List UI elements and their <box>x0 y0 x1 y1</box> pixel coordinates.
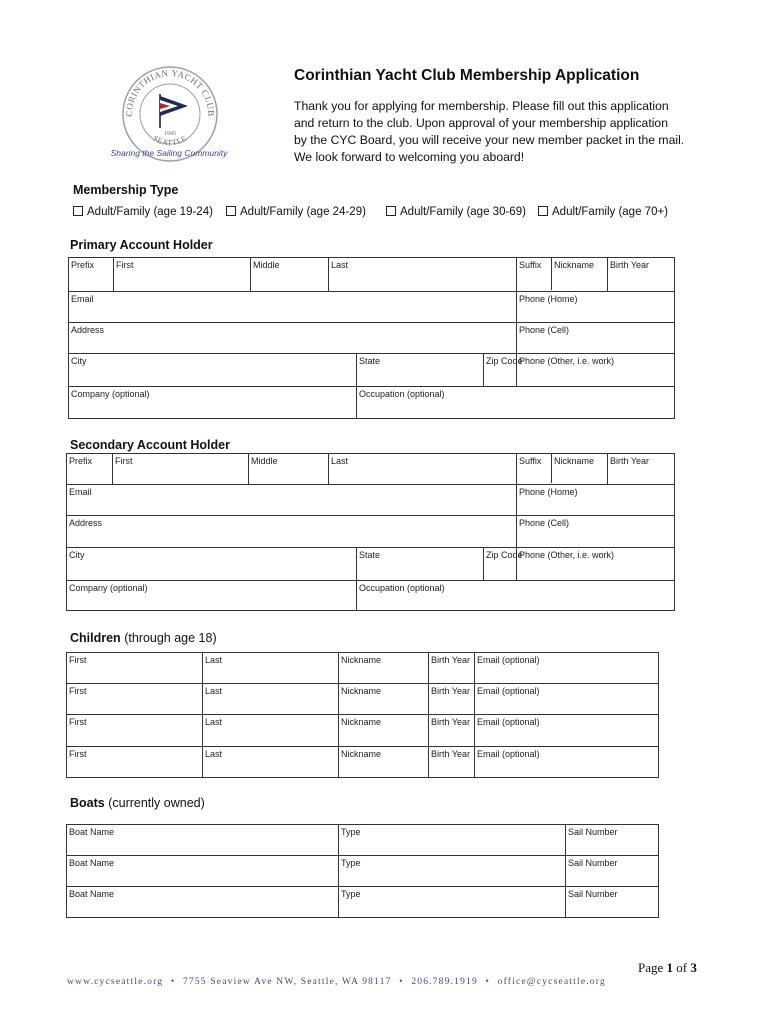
boat-name-field[interactable]: Boat Name <box>67 825 339 856</box>
footer-separator: • <box>485 977 491 987</box>
child-birth-year-field[interactable]: Birth Year <box>429 747 475 778</box>
zip-field[interactable]: Zip Code <box>484 354 517 387</box>
checkbox[interactable] <box>73 206 83 216</box>
email-field[interactable]: Email <box>67 485 517 516</box>
boats-table <box>66 824 659 918</box>
table-row <box>67 887 659 918</box>
boat-type-field[interactable]: Type <box>339 887 566 918</box>
company-field[interactable]: Company (optional) <box>69 387 357 419</box>
footer-address: 7755 Seaview Ave NW, Seattle, WA 98117 <box>182 977 392 987</box>
phone-other-field[interactable]: Phone (Other, i.e. work) <box>517 354 675 387</box>
intro-text <box>294 98 714 166</box>
child-nickname-field[interactable]: Nickname <box>339 653 429 684</box>
child-birth-year-field[interactable]: Birth Year <box>429 684 475 715</box>
child-last-field[interactable]: Last <box>203 653 339 684</box>
footer-separator: • <box>399 977 404 987</box>
membership-type-heading: Membership Type <box>73 183 179 197</box>
child-email-field[interactable]: Email (optional) <box>475 747 659 778</box>
svg-text:SEATTLE: SEATTLE <box>151 133 189 148</box>
footer-contact <box>67 977 606 987</box>
membership-option-70-plus[interactable]: Adult/Family (age 70+) <box>538 206 668 218</box>
boat-name-field[interactable]: Boat Name <box>67 856 339 887</box>
child-nickname-field[interactable]: Nickname <box>339 747 429 778</box>
burgee-icon <box>160 94 188 128</box>
membership-option-24-29[interactable]: Adult/Family (age 24-29) <box>226 206 366 218</box>
child-nickname-field[interactable]: Nickname <box>339 715 429 747</box>
membership-option-30-69[interactable]: Adult/Family (age 30-69) <box>386 206 526 218</box>
table-row <box>67 747 659 778</box>
secondary-holder-heading: Secondary Account Holder <box>70 438 230 452</box>
intro-line: and return to the club. Upon approval of your membership application <box>294 116 668 130</box>
child-last-field[interactable]: Last <box>203 715 339 747</box>
zip-field[interactable]: Zip Code <box>484 548 517 581</box>
table-row <box>67 825 659 856</box>
last-name-field[interactable]: Last <box>329 454 517 485</box>
phone-home-field[interactable]: Phone (Home) <box>517 292 675 323</box>
checkbox[interactable] <box>386 206 396 216</box>
secondary-holder-table <box>66 453 675 611</box>
company-field[interactable]: Company (optional) <box>67 581 357 611</box>
child-email-field[interactable]: Email (optional) <box>475 715 659 747</box>
suffix-field[interactable]: Suffix Nickname <box>517 454 608 485</box>
suffix-field[interactable]: Suffix Nickname <box>517 258 608 292</box>
nickname-field[interactable]: Nickname <box>554 260 595 270</box>
table-row <box>67 715 659 747</box>
sail-number-field[interactable]: Sail Number <box>566 856 659 887</box>
address-field[interactable]: Address <box>67 516 517 548</box>
footer-separator: • <box>170 977 176 987</box>
footer-email[interactable]: office@cycseattle.org <box>497 977 606 987</box>
phone-cell-field[interactable]: Phone (Cell) <box>517 516 675 548</box>
child-first-field[interactable]: First <box>67 684 203 715</box>
table-row <box>67 856 659 887</box>
child-first-field[interactable]: First <box>67 747 203 778</box>
child-email-field[interactable]: Email (optional) <box>475 653 659 684</box>
prefix-field[interactable]: Prefix <box>69 258 114 292</box>
child-nickname-field[interactable]: Nickname <box>339 684 429 715</box>
state-field[interactable]: State <box>357 548 484 581</box>
email-field[interactable]: Email <box>69 292 517 323</box>
svg-text:CORINTHIAN YACHT CLUB: CORINTHIAN YACHT CLUB <box>123 67 217 117</box>
birth-year-field[interactable]: Birth Year <box>608 258 675 292</box>
first-name-field[interactable]: First <box>114 258 251 292</box>
occupation-field[interactable]: Occupation (optional) <box>357 581 675 611</box>
page-number: Page 1 of 3 <box>638 960 697 975</box>
table-row <box>67 653 659 684</box>
primary-holder-table <box>68 257 675 419</box>
state-field[interactable]: State <box>357 354 484 387</box>
child-last-field[interactable]: Last <box>203 684 339 715</box>
boat-type-field[interactable]: Type <box>339 825 566 856</box>
phone-home-field[interactable]: Phone (Home) <box>517 485 675 516</box>
child-birth-year-field[interactable]: Birth Year <box>429 715 475 747</box>
logo-tagline: Sharing the Sailing Community <box>110 148 228 158</box>
sail-number-field[interactable]: Sail Number <box>566 887 659 918</box>
checkbox[interactable] <box>538 206 548 216</box>
child-first-field[interactable]: First <box>67 653 203 684</box>
children-note: (through age 18) <box>124 631 217 645</box>
membership-option-19-24[interactable]: Adult/Family (age 19-24) <box>73 206 213 218</box>
nickname-field[interactable]: Nickname <box>554 456 595 466</box>
footer-phone: 206.789.1919 <box>411 977 478 987</box>
table-row <box>67 684 659 715</box>
boat-name-field[interactable]: Boat Name <box>67 887 339 918</box>
primary-holder-heading: Primary Account Holder <box>70 238 213 252</box>
sail-number-field[interactable]: Sail Number <box>566 825 659 856</box>
children-heading: Children (through age 18) <box>70 631 217 645</box>
boats-note: (currently owned) <box>108 796 205 810</box>
child-last-field[interactable]: Last <box>203 747 339 778</box>
birth-year-field[interactable]: Birth Year <box>608 454 675 485</box>
footer-website[interactable]: www.cycseattle.org <box>67 977 164 987</box>
checkbox[interactable] <box>226 206 236 216</box>
boats-heading: Boats (currently owned) <box>70 796 205 810</box>
city-field[interactable]: City <box>69 354 357 387</box>
page-title: Corinthian Yacht Club Membership Application <box>294 67 640 84</box>
city-field[interactable]: City <box>67 548 357 581</box>
child-first-field[interactable]: First <box>67 715 203 747</box>
middle-name-field[interactable]: Middle <box>251 258 329 292</box>
intro-line: by the CYC Board, you will receive your new member packet in the mail. <box>294 133 685 147</box>
intro-line: Thank you for applying for membership. Please fill out this application <box>294 99 669 113</box>
middle-name-field[interactable]: Middle <box>249 454 329 485</box>
child-email-field[interactable]: Email (optional) <box>475 684 659 715</box>
first-name-field[interactable]: First <box>113 454 249 485</box>
prefix-field[interactable]: Prefix <box>67 454 113 485</box>
last-name-field[interactable]: Last <box>329 258 517 292</box>
boat-type-field[interactable]: Type <box>339 856 566 887</box>
child-birth-year-field[interactable]: Birth Year <box>429 653 475 684</box>
svg-text:1945: 1945 <box>164 131 176 137</box>
children-table <box>66 652 659 778</box>
occupation-field[interactable]: Occupation (optional) <box>357 387 675 419</box>
address-field[interactable]: Address <box>69 323 517 354</box>
phone-cell-field[interactable]: Phone (Cell) <box>517 323 675 354</box>
intro-line: We look forward to welcoming you aboard! <box>294 150 525 164</box>
phone-other-field[interactable]: Phone (Other, i.e. work) <box>517 548 675 581</box>
